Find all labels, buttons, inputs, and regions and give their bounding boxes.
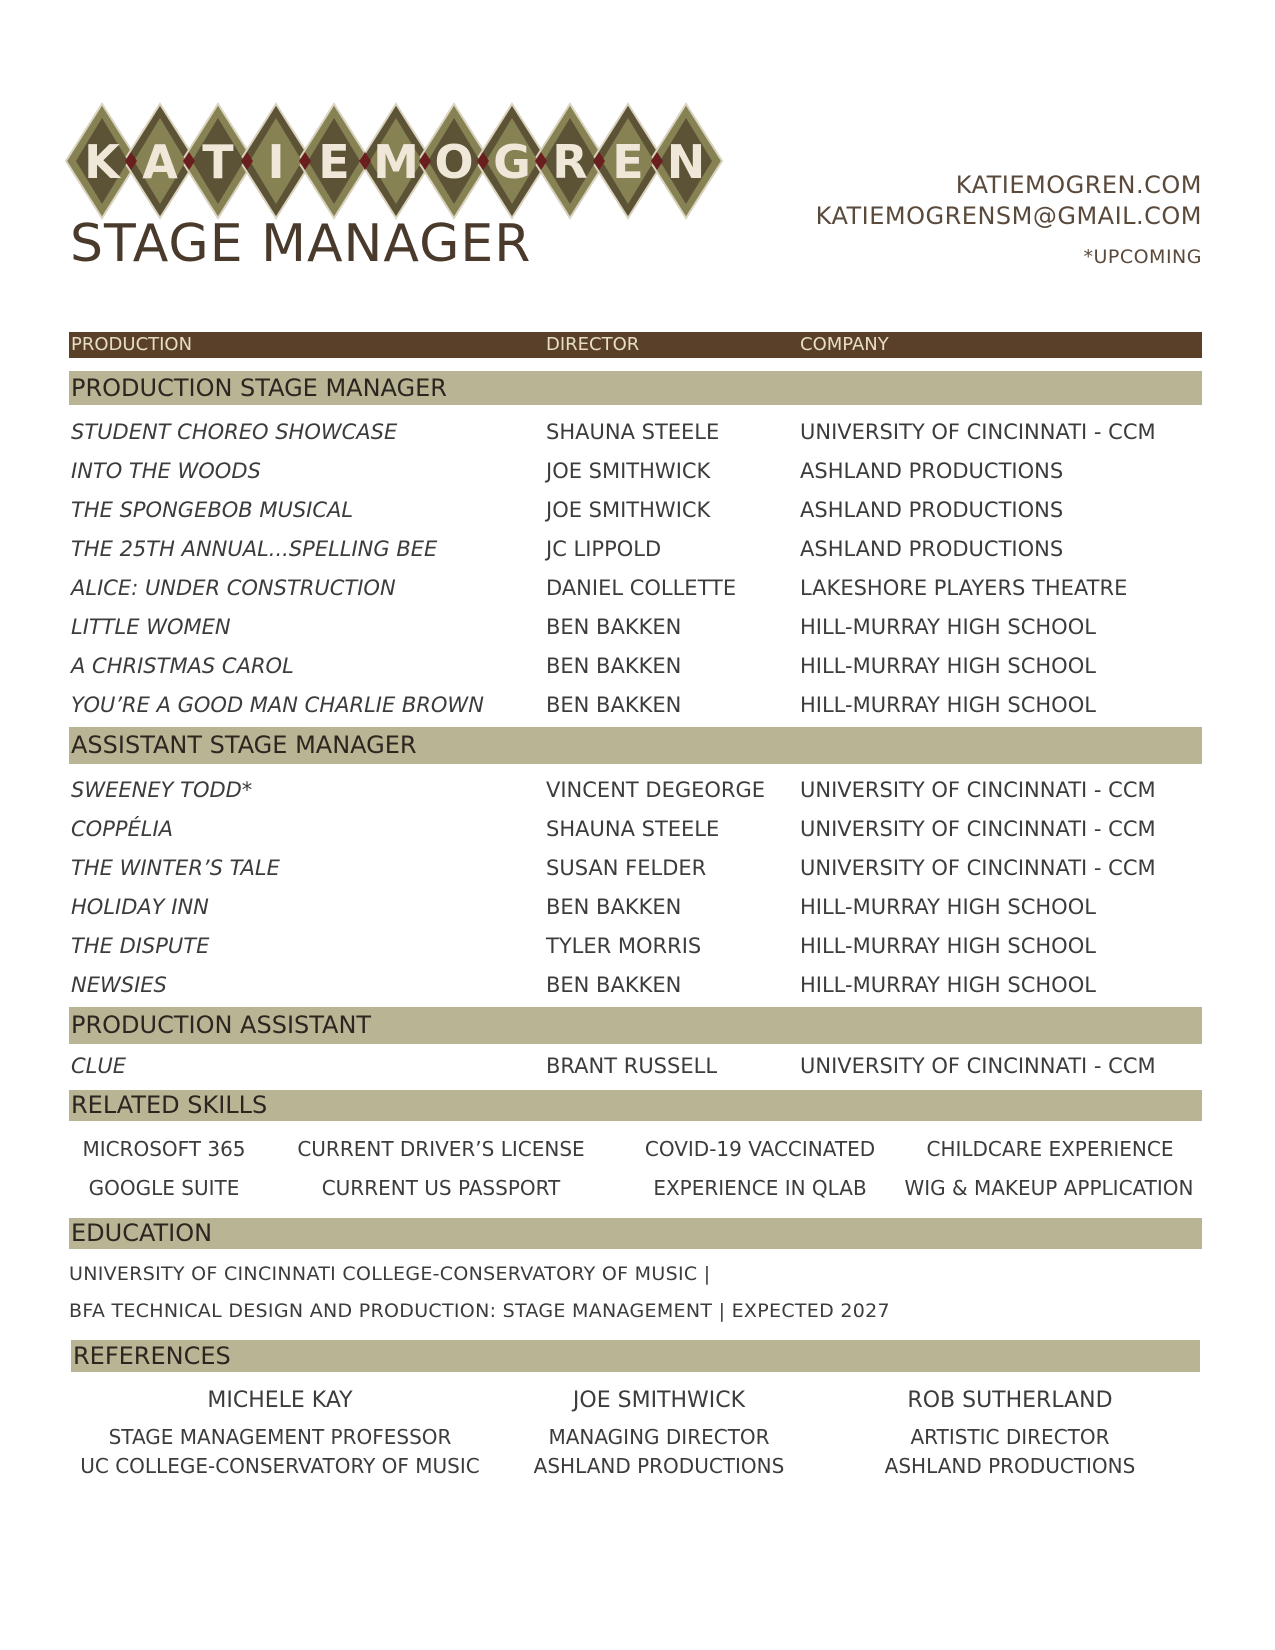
director-cell: BEN BAKKEN [546, 693, 682, 717]
company-cell: UNIVERSITY OF CINCINNATI - CCM [800, 420, 1156, 444]
company-cell: UNIVERSITY OF CINCINNATI - CCM [800, 817, 1156, 841]
logo-letter: M [373, 135, 419, 189]
reference-role: MANAGING DIRECTOR [548, 1425, 770, 1449]
name-logo [62, 102, 730, 220]
production-cell: THE SPONGEBOB MUSICAL [71, 498, 354, 522]
logo-letter: N [666, 135, 706, 189]
reference-name: JOE SMITHWICK [572, 1388, 746, 1413]
table-row [69, 648, 1202, 684]
production-cell: CLUE [71, 1054, 127, 1078]
logo-letter: E [318, 135, 350, 189]
company-cell: ASHLAND PRODUCTIONS [800, 537, 1064, 561]
reference-org: ASHLAND PRODUCTIONS [533, 1454, 785, 1478]
column-header-production: PRODUCTION [71, 334, 193, 355]
logo-letter: K [84, 135, 120, 189]
company-cell: UNIVERSITY OF CINCINNATI - CCM [800, 1054, 1156, 1078]
reference-org: UC COLLEGE-CONSERVATORY OF MUSIC [80, 1454, 480, 1478]
logo-letter: O [434, 135, 474, 189]
reference-name: MICHELE KAY [207, 1388, 353, 1413]
logo-letter: E [612, 135, 644, 189]
column-header-director: DIRECTOR [546, 334, 640, 355]
production-cell: YOU’RE A GOOD MAN CHARLIE BROWN [71, 693, 484, 717]
production-cell: SWEENEY TODD* [71, 778, 253, 802]
skill-item: WIG & MAKEUP APPLICATION [904, 1176, 1194, 1200]
company-cell: HILL-MURRAY HIGH SCHOOL [800, 973, 1096, 997]
logo-letter: I [267, 135, 285, 189]
director-cell: TYLER MORRIS [546, 934, 702, 958]
director-cell: BEN BAKKEN [546, 654, 682, 678]
logo-letter: R [552, 135, 588, 189]
company-cell: HILL-MURRAY HIGH SCHOOL [800, 693, 1096, 717]
section-references [71, 1340, 1200, 1372]
section-title: EDUCATION [71, 1219, 213, 1247]
skill-item: CHILDCARE EXPERIENCE [926, 1137, 1174, 1161]
skill-item: GOOGLE SUITE [88, 1176, 240, 1200]
skill-item: CURRENT US PASSPORT [321, 1176, 561, 1200]
director-cell: BEN BAKKEN [546, 615, 682, 639]
reference-org: ASHLAND PRODUCTIONS [884, 1454, 1136, 1478]
table-row [69, 889, 1202, 925]
table-header [69, 332, 1202, 358]
director-cell: JC LIPPOLD [546, 537, 662, 561]
logo-letter: A [142, 135, 178, 189]
upcoming-note: *UPCOMING [1083, 246, 1202, 268]
production-cell: THE DISPUTE [71, 934, 210, 958]
reference-name: ROB SUTHERLAND [907, 1388, 1113, 1413]
company-cell: ASHLAND PRODUCTIONS [800, 498, 1064, 522]
table-row [69, 453, 1202, 489]
company-cell: ASHLAND PRODUCTIONS [800, 459, 1064, 483]
table-row [69, 967, 1202, 1003]
column-header-company: COMPANY [800, 334, 889, 355]
director-cell: BEN BAKKEN [546, 973, 682, 997]
logo-letter: G [493, 135, 531, 189]
production-cell: COPPÉLIA [71, 817, 174, 841]
company-cell: LAKESHORE PLAYERS THEATRE [800, 576, 1128, 600]
company-cell: HILL-MURRAY HIGH SCHOOL [800, 934, 1096, 958]
education-school: UNIVERSITY OF CINCINNATI COLLEGE-CONSERVATORY OF MUSIC | [69, 1263, 711, 1285]
website-link[interactable]: KATIEMOGREN.COM [955, 171, 1202, 199]
production-cell: LITTLE WOMEN [71, 615, 231, 639]
table-row [69, 687, 1202, 723]
company-cell: UNIVERSITY OF CINCINNATI - CCM [800, 778, 1156, 802]
table-row [69, 811, 1202, 847]
section-related-skills [69, 1090, 1202, 1121]
director-cell: BRANT RUSSELL [546, 1054, 718, 1078]
reference-card [860, 1387, 1160, 1481]
director-cell: JOE SMITHWICK [546, 498, 711, 522]
table-row [69, 928, 1202, 964]
production-cell: THE WINTER’S TALE [71, 856, 280, 880]
director-cell: SHAUNA STEELE [546, 420, 720, 444]
production-cell: ALICE: UNDER CONSTRUCTION [71, 576, 396, 600]
section-education [69, 1218, 1202, 1249]
company-cell: UNIVERSITY OF CINCINNATI - CCM [800, 856, 1156, 880]
company-cell: HILL-MURRAY HIGH SCHOOL [800, 895, 1096, 919]
company-cell: HILL-MURRAY HIGH SCHOOL [800, 615, 1096, 639]
table-row [69, 850, 1202, 886]
section-title: PRODUCTION ASSISTANT [71, 1011, 372, 1039]
director-cell: JOE SMITHWICK [546, 459, 711, 483]
section-production-stage-manager [69, 371, 1202, 405]
production-cell: HOLIDAY INN [71, 895, 209, 919]
table-row [69, 609, 1202, 645]
reference-role: ARTISTIC DIRECTOR [910, 1425, 1110, 1449]
logo-letter: T [202, 135, 234, 189]
skill-item: EXPERIENCE IN QLAB [653, 1176, 867, 1200]
director-cell: SHAUNA STEELE [546, 817, 720, 841]
section-production-assistant [69, 1007, 1202, 1044]
table-row [69, 414, 1202, 450]
director-cell: SUSAN FELDER [546, 856, 707, 880]
section-assistant-stage-manager [69, 727, 1202, 764]
skill-item: CURRENT DRIVER’S LICENSE [297, 1137, 585, 1161]
section-title: PRODUCTION STAGE MANAGER [71, 374, 447, 402]
skill-item: MICROSOFT 365 [82, 1137, 246, 1161]
section-title: ASSISTANT STAGE MANAGER [71, 731, 417, 759]
director-cell: VINCENT DEGEORGE [546, 778, 766, 802]
production-cell: STUDENT CHOREO SHOWCASE [71, 420, 398, 444]
education-degree: BFA TECHNICAL DESIGN AND PRODUCTION: STAGE MANAGEMENT | EXPECTED 2027 [69, 1300, 890, 1322]
production-cell: NEWSIES [71, 973, 167, 997]
reference-role: STAGE MANAGEMENT PROFESSOR [108, 1425, 452, 1449]
skill-item: COVID-19 VACCINATED [644, 1137, 876, 1161]
section-title: REFERENCES [73, 1342, 231, 1370]
table-row [69, 492, 1202, 528]
table-row [69, 772, 1202, 808]
job-title: STAGE MANAGER [70, 214, 532, 274]
reference-card [508, 1387, 810, 1481]
production-cell: INTO THE WOODS [71, 459, 261, 483]
director-cell: DANIEL COLLETTE [546, 576, 737, 600]
company-cell: HILL-MURRAY HIGH SCHOOL [800, 654, 1096, 678]
table-row [69, 570, 1202, 606]
production-cell: A CHRISTMAS CAROL [71, 654, 294, 678]
email-link[interactable]: KATIEMOGRENSM@GMAIL.COM [815, 202, 1202, 230]
production-cell: THE 25TH ANNUAL...SPELLING BEE [71, 537, 438, 561]
director-cell: BEN BAKKEN [546, 895, 682, 919]
section-title: RELATED SKILLS [71, 1091, 268, 1119]
table-row [69, 1048, 1202, 1084]
table-row [69, 531, 1202, 567]
reference-card [69, 1387, 491, 1481]
